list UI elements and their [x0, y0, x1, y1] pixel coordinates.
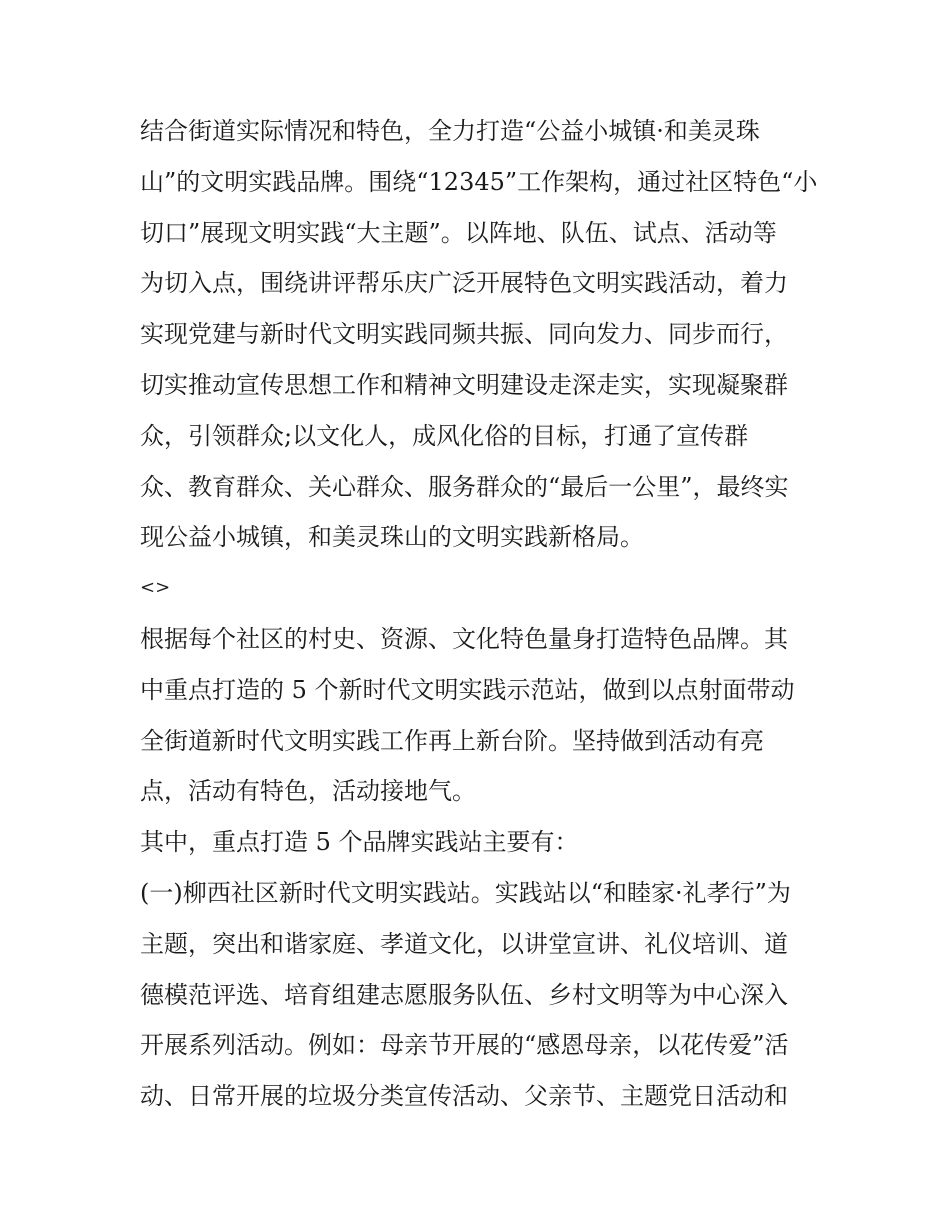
- text-line: 根据每个社区的村史、资源、文化特色量身打造特色品牌。其: [140, 624, 788, 653]
- body-text: [140, 106, 818, 1122]
- text-line: 结合街道实际情况和特色，全力打造“公益小城镇·和美灵珠: [140, 117, 760, 145]
- text-line: 现公益小城镇，和美灵珠山的文明实践新格局。: [140, 523, 644, 552]
- text-line: 众、教育群众、关心群众、服务群众的“最后一公里”，最终实: [140, 472, 789, 501]
- text-line: 切口”展现文明实践“大主题”。以阵地、队伍、试点、活动等: [140, 218, 777, 247]
- text-line: 中重点打造的 5 个新时代文明实践示范站，做到以点射面带动: [140, 675, 795, 704]
- text-line: 开展系列活动。例如：母亲节开展的“感恩母亲，以花传爱”活: [140, 1031, 789, 1060]
- section-marker: <>: [140, 577, 171, 599]
- text-line: 主题，突出和谐家庭、孝道文化，以讲堂宣讲、礼仪培训、道: [140, 929, 788, 958]
- text-line: 实现党建与新时代文明实践同频共振、同向发力、同步而行，: [140, 320, 788, 349]
- text-line: 山”的文明实践品牌。围绕“12345”工作架构，通过社区特色“小: [140, 167, 818, 196]
- text-line: (一)柳西社区新时代文明实践站。实践站以“和睦家·礼孝行”为: [140, 878, 791, 907]
- text-line: 点，活动有特色，活动接地气。: [140, 777, 476, 806]
- text-line: 其中，重点打造 5 个品牌实践站主要有：: [140, 828, 579, 857]
- text-line: 动、日常开展的垃圾分类宣传活动、父亲节、主题党日活动和: [140, 1082, 788, 1111]
- text-line: 德模范评选、培育组建志愿服务队伍、乡村文明等为中心深入: [140, 980, 788, 1009]
- text-line: 全街道新时代文明实践工作再上新台阶。坚持做到活动有亮: [140, 726, 764, 755]
- text-line: 众，引领群众;以文化人，成风化俗的目标，打通了宣传群: [140, 421, 749, 450]
- text-line: 为切入点，围绕讲评帮乐庆广泛开展特色文明实践活动，着力: [140, 269, 788, 298]
- text-line: 切实推动宣传思想工作和精神文明建设走深走实，实现凝聚群: [140, 370, 788, 399]
